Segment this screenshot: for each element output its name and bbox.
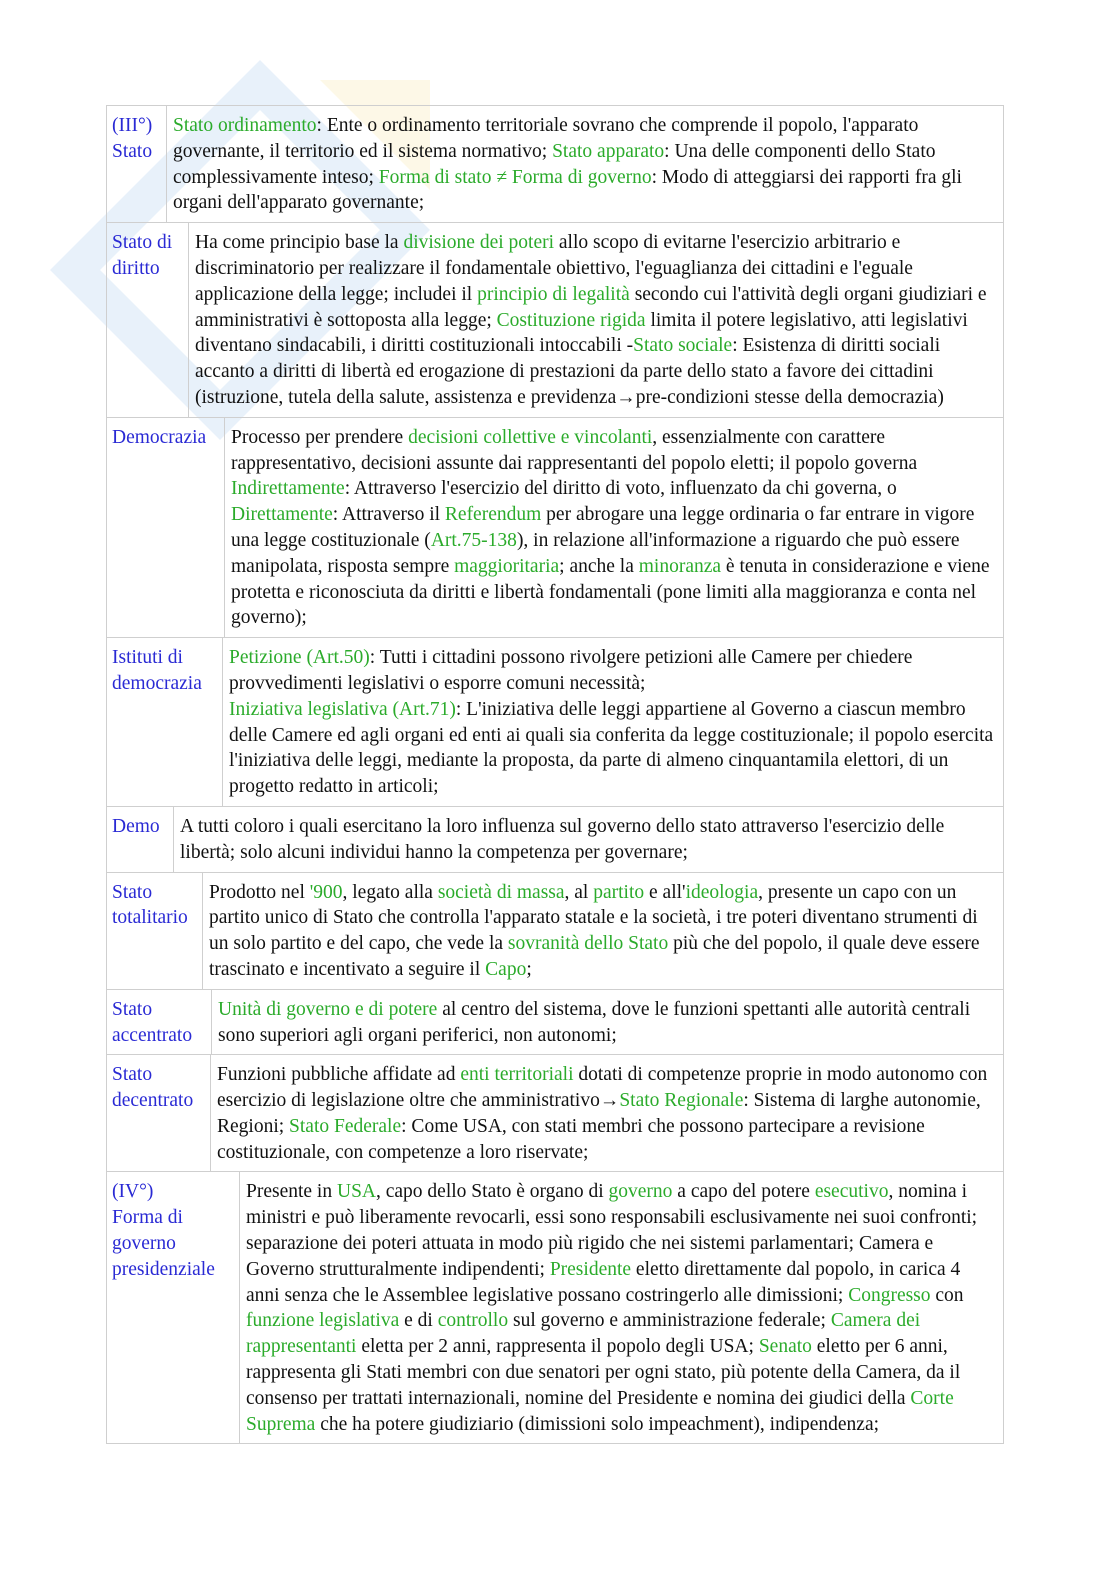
highlighted-term: Iniziativa legislativa (Art.71) (229, 698, 456, 720)
highlighted-term: USA (336, 1181, 376, 1203)
highlighted-term: Art.75-138 (430, 529, 517, 551)
body-text: per abrogare una legge ordinaria o far entrare in vigore una legge costituzionale ( (231, 504, 975, 551)
highlighted-term: '900 (309, 881, 343, 903)
highlighted-term: principio di legalità (477, 283, 630, 305)
body-text: Funzioni pubbliche affidate ad (217, 1064, 461, 1086)
highlighted-term: partito (593, 881, 645, 903)
body-text: con (930, 1284, 964, 1306)
highlighted-term: Indirettamente (231, 478, 345, 500)
highlighted-term: Unità di governo e di potere (218, 998, 438, 1020)
definition-text (240, 1172, 1003, 1443)
highlighted-term: divisione dei poteri (403, 232, 555, 254)
row-democrazia (106, 417, 1004, 638)
body-text: ; anche la (559, 555, 639, 577)
highlighted-term: decisioni collettive e vincolanti (408, 426, 653, 448)
highlighted-term: Stato Regionale (619, 1090, 744, 1112)
definition-text (212, 990, 1003, 1055)
highlighted-term: Stato ordinamento (173, 115, 317, 136)
highlighted-term: Direttamente (231, 504, 333, 526)
highlighted-term: Congresso (848, 1284, 931, 1306)
body-text: , capo dello Stato è organo di (376, 1181, 609, 1203)
row-istituti (106, 637, 1004, 807)
row-stato (106, 105, 1004, 223)
body-text: eletto direttamente dal popolo, in carica 4 anni senza che le Assemblee legislative possano costringerlo alle dimissioni; (246, 1258, 961, 1306)
body-text: che ha potere giudiziario (dimissioni solo impeachment), indipendenza; (315, 1413, 880, 1435)
highlighted-term: sovranità dello Stato (507, 933, 669, 955)
term-label: Stato totalitario (107, 873, 203, 989)
highlighted-term: Presidente (549, 1258, 632, 1280)
body-text: : Ente o ordinamento territoriale sovrano che comprende il popolo, l'apparato governante, il territorio ed il sistema normativo; (173, 115, 919, 162)
highlighted-term: esecutivo (814, 1181, 889, 1203)
highlighted-term: società di massa (437, 881, 565, 903)
highlighted-term: controllo (437, 1310, 509, 1332)
body-text: , nomina i ministri e può liberamente revocarli, essi sono responsabili esclusivamente nei suoi confronti; separazione dei poteri attuata in modo più rigido che nei sistemi parlamentari; Camera e Governo strutturalmente indipendenti; (246, 1181, 978, 1280)
row-stato-di-diritto (106, 222, 1004, 418)
highlighted-term: minoranza (638, 555, 722, 577)
row-presidenziale (106, 1171, 1004, 1444)
row-totalitario (106, 872, 1004, 990)
term-label: Demo (107, 807, 174, 872)
highlighted-term: Forma di stato ≠ Forma di governo (378, 166, 652, 188)
body-text: : Modo di atteggiarsi dei rapporti fra gli organi dell'apparato governante; (173, 166, 962, 214)
definition-text (167, 106, 1003, 222)
body-text: : Sistema di larghe autonomie, Regioni; (217, 1090, 981, 1137)
highlighted-term: enti territoriali (460, 1064, 574, 1086)
body-text: ; (526, 958, 532, 980)
highlighted-term: Senato (758, 1336, 812, 1358)
body-text: allo scopo di evitarne l'esercizio arbitrario e discriminatorio per realizzare il fondamentale obiettivo, l'eguaglianza dei cittadini e l'eguale applicazione della legge; includei il (195, 232, 913, 305)
definition-text (211, 1055, 1003, 1171)
row-demo (106, 806, 1004, 873)
highlighted-term: funzione legislativa (246, 1310, 400, 1332)
highlighted-term: ideologia (685, 881, 759, 903)
highlighted-term: Stato sociale (633, 335, 733, 357)
body-text: al centro del sistema, dove le funzioni spettanti alle autorità centrali sono superiori agli organi periferici, non autonomi; (218, 998, 971, 1046)
body-text: è tenuta in considerazione e viene protetta e riconosciuta da diritti e libertà fondamentali (pone limiti alla maggioranza e conta nel governo); (231, 555, 990, 629)
row-accentrato (106, 989, 1004, 1056)
body-text: : Esistenza di diritti sociali accanto a diritti di libertà ed erogazione di prestazioni da parte dello stato a favore dei cittadini (istruzione, tutela della salute, assistenza e previdenza→pre-condizioni stesse della democrazia) (195, 335, 944, 408)
body-text: dotati di competenze proprie in modo autonomo con esercizio di legislazione oltre che amministrativo→ (217, 1064, 988, 1112)
row-decentrato (106, 1054, 1004, 1172)
definition-text (174, 807, 1003, 872)
term-label: Democrazia (107, 418, 225, 637)
body-text: Presente in (246, 1181, 337, 1203)
body-text: , al (564, 881, 594, 903)
body-text: : L'iniziativa delle leggi appartiene al Governo a ciascun membro delle Camere ed agli organi ed enti ai quali sia conferita da legge costituzionale; il popolo esercita l'iniziativa delle leggi, mediante la proposta, da parte di almeno cinquantamila elettori, di un progetto redatto in articoli; (229, 698, 994, 798)
body-text: sul governo e amministrazione federale; (508, 1310, 831, 1332)
body-text: eletta per 2 anni, rappresenta il popolo degli USA; (356, 1336, 759, 1358)
highlighted-term: Petizione (Art.50) (229, 647, 370, 669)
body-text: : Come USA, con stati membri che possono partecipare a revisione costituzionale, con competenze a loro riservate; (217, 1115, 925, 1163)
highlighted-term: Stato apparato (552, 140, 665, 162)
body-text: A tutti coloro i quali esercitano la loro influenza sul governo dello stato attraverso l'esercizio delle libertà; solo alcuni individui hanno la competenza per governare; (180, 815, 945, 863)
body-text: eletto per 6 anni, rappresenta gli Stati membri con due senatori per ogni stato, più potente della Camera, da il consenso per trattati internazionali, nomine del Presidente e nomina dei giudici della (246, 1336, 961, 1409)
highlighted-term: Referendum (444, 504, 542, 526)
term-label: Stato di diritto (107, 223, 189, 417)
body-text: e di (399, 1310, 438, 1332)
body-text: : Una delle componenti dello Stato complessivamente inteso; (173, 140, 936, 188)
body-text: , essenzialmente con carattere rappresentativo, decisioni assunte dai rappresentanti del popolo eletti; il popolo governa (231, 426, 918, 474)
definition-text (189, 223, 1003, 417)
body-text: Processo per prendere (231, 426, 409, 448)
term-label: Stato accentrato (107, 990, 212, 1055)
highlighted-term: Stato Federale (289, 1115, 402, 1137)
term-label: Istituti di democrazia (107, 638, 223, 806)
body-text: a capo del potere (672, 1181, 815, 1203)
body-text: : Tutti i cittadini possono rivolgere petizioni alle Camere per chiedere provvedimenti legislativi o esporre comuni necessità; (229, 647, 913, 694)
term-label: (III°) Stato (107, 106, 167, 222)
highlighted-term: Camera dei rappresentanti (246, 1310, 921, 1358)
notes-table (106, 106, 1004, 1444)
body-text: : Attraverso il (332, 504, 445, 526)
definition-text (203, 873, 1003, 989)
body-text: limita il potere legislativo, atti legislativi diventano sindacabili, i diritti costituzionali intoccabili - (195, 309, 968, 357)
body-text: Ha come principio base la (195, 232, 404, 254)
body-text: Prodotto nel (209, 881, 310, 903)
definition-text (225, 418, 1003, 637)
highlighted-term: Corte Suprema (246, 1387, 954, 1435)
body-text: , presente un capo con un partito unico di Stato che controlla l'apparato statale e la società, i tre poteri diventano strumenti di un solo partito e del capo, che vede la (209, 881, 978, 955)
body-text: ), in relazione all'informazione a riguardo che può essere manipolata, risposta sempre (231, 529, 960, 577)
highlighted-term: governo (608, 1181, 673, 1203)
body-text: secondo cui l'attività degli organi giudiziari e amministrativi è sottoposta alla legge; (195, 283, 987, 331)
term-label: Stato decentrato (107, 1055, 211, 1171)
highlighted-term: Costituzione rigida (496, 309, 646, 331)
body-text: più che del popolo, il quale deve essere trascinato e incentivato a seguire il (209, 933, 980, 980)
term-label: (IV°) Forma di governo presidenziale (107, 1172, 240, 1443)
highlighted-term: maggioritaria (454, 555, 560, 577)
highlighted-term: Capo (485, 958, 527, 980)
definition-text (223, 638, 1003, 806)
body-text: : Attraverso l'esercizio del diritto di voto, influenzato da chi governa, o (344, 478, 897, 500)
body-text: , legato alla (342, 881, 438, 903)
body-text: e all' (644, 881, 686, 903)
